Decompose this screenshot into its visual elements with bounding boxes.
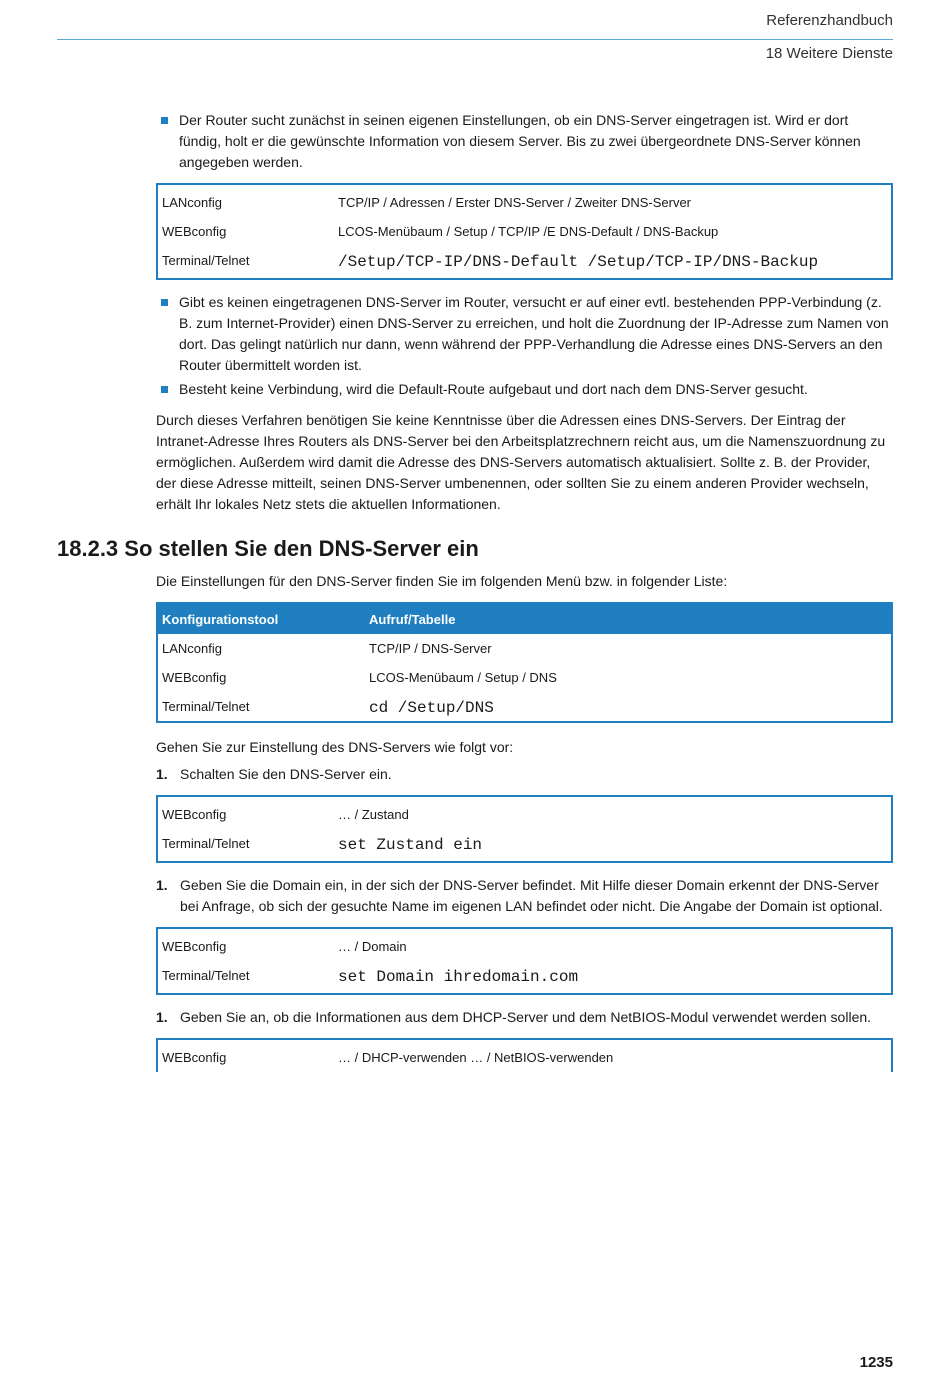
config-row xyxy=(158,932,891,961)
table-cell-tool: Terminal/Telnet xyxy=(162,699,250,714)
config-box-domain xyxy=(156,927,893,995)
config-tool: Terminal/Telnet xyxy=(162,836,250,851)
table-row xyxy=(158,692,891,721)
bullet-square-icon xyxy=(161,386,168,393)
config-tool: Terminal/Telnet xyxy=(162,968,250,983)
config-tool: WEBconfig xyxy=(162,224,227,239)
table-cell-path: TCP/IP / DNS-Server xyxy=(369,641,492,656)
table-header-cell: Aufruf/Tabelle xyxy=(369,611,456,627)
config-tool: LANconfig xyxy=(162,195,222,210)
body-paragraph: Durch dieses Verfahren benötigen Sie keine Kenntnisse über die Adressen eines DNS-Servers. Der Eintrag der Intranet-Adresse Ihres Routers als DNS-Server bei den Arbeitsplatzrechnern reicht aus, um die Namenszuordnung zu ermöglichen. Außerdem wird damit die Adresse des DNS-Servers automatisch aktualisiert. Sollte z. B. der Provider, der diese Adresse mitteilt, seinen DNS-Server umbenennen, oder sollten Sie zu einem anderen Provider wechseln, erhält Ihr lokales Netz stets die aktuellen Informationen. xyxy=(156,412,886,512)
bullet-item xyxy=(156,110,893,173)
config-row xyxy=(158,246,891,275)
running-header-chapter: 18 Weitere Dienste xyxy=(765,45,893,62)
config-tool: WEBconfig xyxy=(162,1050,227,1065)
page-number: 1235 xyxy=(859,1354,893,1371)
step-text: Geben Sie die Domain ein, in der sich der DNS-Server befindet. Mit Hilfe dieser Domain erkennt der DNS-Server bei Anfrage, ob sich der gesuchte Name im eigenen LAN befindet oder nicht. Die Angabe der Domain ist optional. xyxy=(180,877,883,914)
config-path: LCOS-Menübaum / Setup / TCP/IP /E DNS-Default / DNS-Backup xyxy=(338,224,719,239)
table-row xyxy=(158,663,891,692)
step-text: Schalten Sie den DNS-Server ein. xyxy=(180,766,392,782)
config-path: TCP/IP / Adressen / Erster DNS-Server / Zweiter DNS-Server xyxy=(338,195,692,210)
section-heading: 18.2.3 So stellen Sie den DNS-Server ein xyxy=(57,536,479,561)
step-item xyxy=(156,764,893,785)
config-tool: WEBconfig xyxy=(162,807,227,822)
config-row xyxy=(158,800,891,829)
config-row xyxy=(158,188,891,217)
table-header-cell: Konfigurationstool xyxy=(162,611,279,627)
config-command: /Setup/TCP-IP/DNS-Default /Setup/TCP-IP/DNS-Backup xyxy=(338,252,819,271)
bullet-text: Besteht keine Verbindung, wird die Default-Route aufgebaut und dort nach dem DNS-Server gesucht. xyxy=(179,381,808,397)
table-cell-command: cd /Setup/DNS xyxy=(369,698,494,717)
config-row xyxy=(158,1043,891,1072)
config-path: … / Domain xyxy=(338,939,407,954)
page-content xyxy=(156,110,893,1084)
step-item xyxy=(156,1007,893,1028)
table-row xyxy=(158,634,891,663)
config-box-dhcp-netbios xyxy=(156,1038,893,1072)
config-command: set Domain ihredomain.com xyxy=(338,967,579,986)
config-path: … / DHCP-verwenden … / NetBIOS-verwenden xyxy=(338,1050,614,1065)
table-cell-tool: WEBconfig xyxy=(162,670,227,685)
header-rule xyxy=(57,39,893,40)
bullet-text: Gibt es keinen eingetragenen DNS-Server im Router, versucht er auf einer evtl. bestehenden PPP-Verbindung (z. B. zum Internet-Provider) einen DNS-Server zu erreichen, und holt die Zuordnung der IP-Adresse zum Namen von dort. Das gelingt natürlich nur dann, wenn während der PPP-Verhandlung die Adresse eines DNS-Servers an den Router übermittelt worden ist. xyxy=(179,294,889,373)
config-tool: WEBconfig xyxy=(162,939,227,954)
config-tool: Terminal/Telnet xyxy=(162,253,250,268)
section-intro: Die Einstellungen für den DNS-Server finden Sie im folgenden Menü bzw. in folgender Liste: xyxy=(156,573,728,589)
step-number: 1. xyxy=(156,1009,168,1025)
bullet-square-icon xyxy=(161,117,168,124)
step-number: 1. xyxy=(156,766,168,782)
step-text: Geben Sie an, ob die Informationen aus dem DHCP-Server und dem NetBIOS-Modul verwendet werden sollen. xyxy=(180,1009,872,1025)
config-path: … / Zustand xyxy=(338,807,409,822)
bullet-item xyxy=(156,292,893,376)
table-cell-tool: LANconfig xyxy=(162,641,222,656)
config-row xyxy=(158,961,891,990)
bullet-item xyxy=(156,379,893,400)
config-row xyxy=(158,829,891,858)
step-number: 1. xyxy=(156,877,168,893)
step-item xyxy=(156,875,893,917)
config-table xyxy=(156,602,893,723)
config-row xyxy=(158,217,891,246)
table-header xyxy=(158,604,891,634)
config-box-state xyxy=(156,795,893,863)
config-command: set Zustand ein xyxy=(338,835,483,854)
bullet-text: Der Router sucht zunächst in seinen eigenen Einstellungen, ob ein DNS-Server eingetragen ist. Wird er dort fündig, holt er die gewünschte Information von diesem Server. Bis zu zwei übergeordnete DNS-Server können angegeben werden. xyxy=(179,112,861,170)
steps-intro: Gehen Sie zur Einstellung des DNS-Servers wie folgt vor: xyxy=(156,739,514,755)
bullet-square-icon xyxy=(161,299,168,306)
table-cell-path: LCOS-Menübaum / Setup / DNS xyxy=(369,670,557,685)
running-header-title: Referenzhandbuch xyxy=(766,12,893,29)
config-box-dns-server xyxy=(156,183,893,280)
